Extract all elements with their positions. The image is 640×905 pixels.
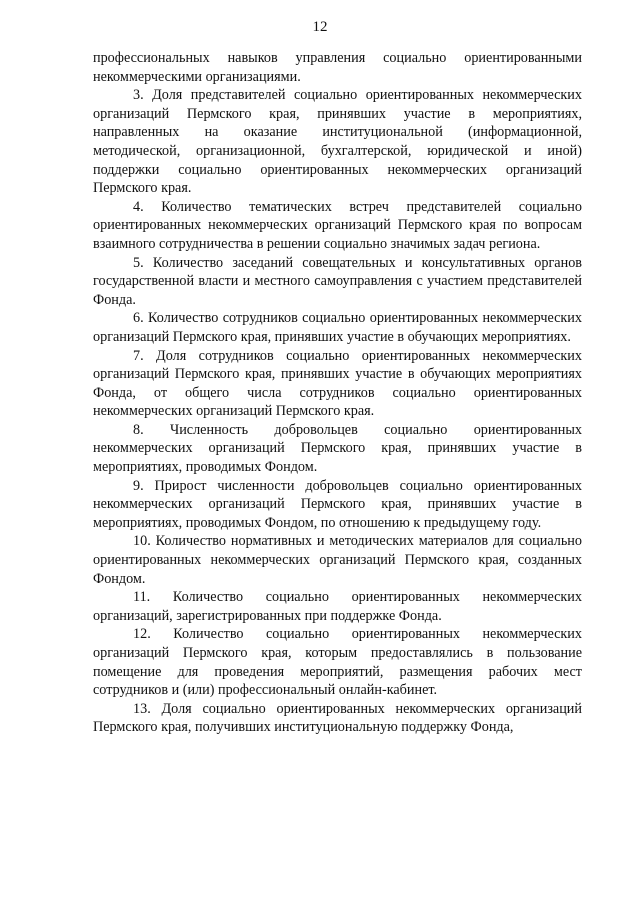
paragraph-item-13: 13. Доля социально ориентированных некоммерческих организаций Пермского края, получивших институциональную поддержку Фонда, xyxy=(93,700,582,736)
page-number: 12 xyxy=(312,19,328,35)
paragraph-item-12: 12. Количество социально ориентированных некоммерческих организаций Пермского края, которым предоставлялись в пользование помещение для проведения мероприятий, размещения рабочих мест сотрудников и (или) профессиональный онлайн-кабинет. xyxy=(93,626,582,699)
paragraph-continuation: профессиональных навыков управления социально ориентированными некоммерческими организациями. xyxy=(93,50,582,85)
paragraph-item-7: 7. Доля сотрудников социально ориентированных некоммерческих организаций Пермского края, принявших участие в обучающих мероприятиях Фонда, от общего числа сотрудников социально ориентированных некоммерческих организаций Пермского края. xyxy=(93,347,582,420)
paragraph-item-8: 8. Численность добровольцев социально ориентированных некоммерческих организаций Пермского края, принявших участие в мероприятиях, проводимых Фондом. xyxy=(93,421,582,476)
paragraph-item-3: 3. Доля представителей социально ориентированных некоммерческих организаций Пермского края, принявших участие в мероприятиях, направленных на оказание институциональной (информационной, методической, организационной, бухгалтерской, юридической и иной) поддержки социально ориентированных некоммерческих организаций Пермского края. xyxy=(93,87,582,197)
paragraph-item-9: 9. Прирост численности добровольцев социально ориентированных некоммерческих организаций Пермского края, принявших участие в мероприятиях, проводимых Фондом, по отношению к предыдущему году. xyxy=(93,477,582,531)
paragraph-item-11: 11. Количество социально ориентированных некоммерческих организаций, зарегистрированных при поддержке Фонда. xyxy=(93,589,582,624)
paragraph-item-4: 4. Количество тематических встреч представителей социально ориентированных некоммерческих организаций Пермского края по вопросам взаимного сотрудничества в решении социально значимых задач региона. xyxy=(93,198,582,252)
paragraph-item-6: 6. Количество сотрудников социально ориентированных некоммерческих организаций Пермского края, принявших участие в обучающих мероприятиях. xyxy=(93,310,582,345)
paragraph-item-10: 10. Количество нормативных и методических материалов для социально ориентированных некоммерческих организаций Пермского края, созданных Фондом. xyxy=(93,533,582,587)
document-body xyxy=(93,49,582,737)
paragraph-item-5: 5. Количество заседаний совещательных и консультативных органов государственной власти и местного самоуправления с участием представителей Фонда. xyxy=(93,254,582,308)
